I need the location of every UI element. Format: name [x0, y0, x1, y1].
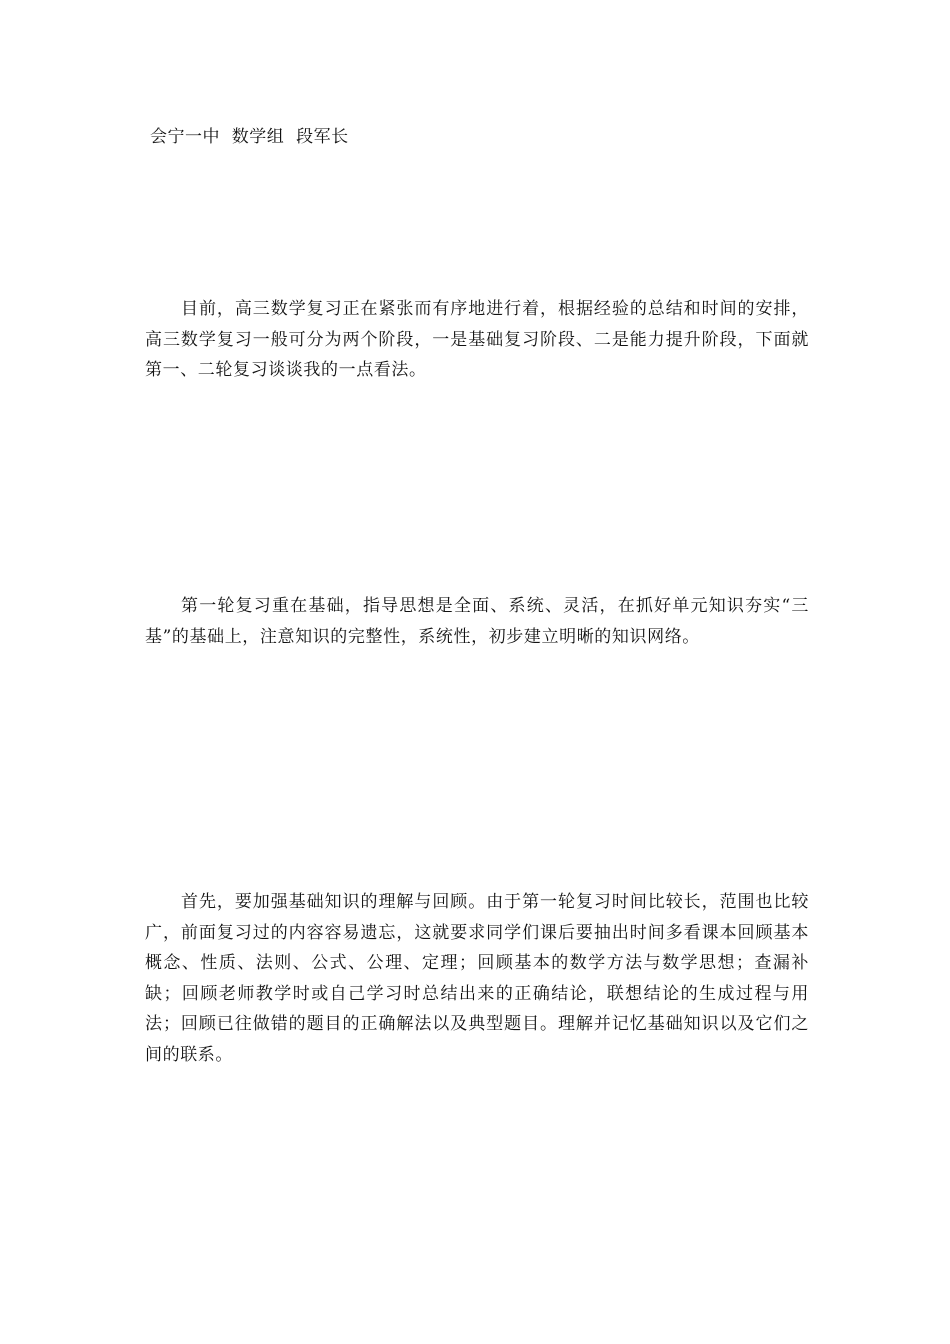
paragraph-first-round: 第一轮复习重在基础，指导思想是全面、系统、灵活，在抓好单元知识夯实“三基”的基础上，注意知识的完整性，系统性，初步建立明晰的知识网络。 — [145, 596, 809, 647]
author-line: 会宁一中 数学组 段军长 — [150, 127, 349, 147]
paragraph-foundation-review: 首先，要加强基础知识的理解与回顾。由于第一轮复习时间比较长，范围也比较广，前面复习过的内容容易遗忘，这就要求同学们课后要抽出时间多看课本回顾基本概念、性质、法则、公式、公理、定理；回顾基本的数学方法与数学思想；查漏补缺；回顾老师教学时或自己学习时总结出来的正确结论，联想结论的生成过程与用法；回顾已往做错的题目的正确解法以及典型题目。理解并记忆基础知识以及它们之间的联系。 — [145, 892, 809, 1065]
paragraph-intro: 目前，高三数学复习正在紧张而有序地进行着，根据经验的总结和时间的安排，高三数学复习一般可分为两个阶段，一是基础复习阶段、二是能力提升阶段，下面就第一、二轮复习谈谈我的一点看法。 — [145, 299, 809, 380]
